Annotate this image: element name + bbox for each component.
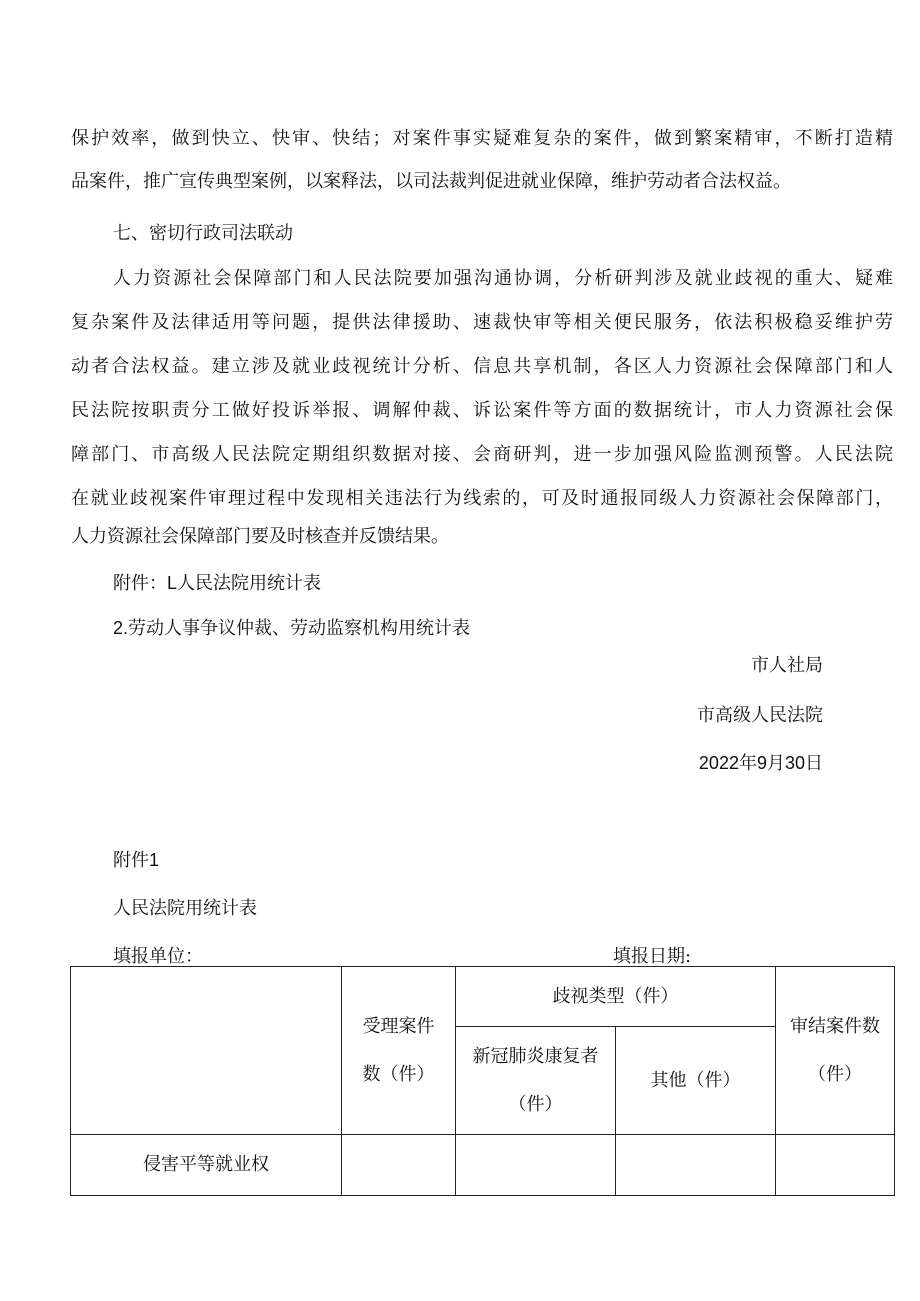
fill-unit-label: 填报单位： <box>113 946 203 967</box>
table-cell <box>776 1135 895 1196</box>
header-other: 其他（件） <box>616 1027 776 1135</box>
signature-date: 2022年9月30日 <box>698 753 823 773</box>
paragraph-2-line-5: 障部门、市高级人民法院定期组织数据对接、会商研判，进一步加强风险监测预警。人民法院 <box>71 444 893 465</box>
row-label-equal-employment <box>71 1135 342 1196</box>
header-accepted-line-1: 受理案件 <box>362 1015 435 1037</box>
attachment-item-2: 2.劳动人事争议仲裁、劳动监察机构用统计表 <box>113 618 471 638</box>
paragraph-2-line-7: 人力资源社会保障部门要及时核查并反馈结果。 <box>71 526 449 547</box>
header-blank-cell <box>71 967 342 1135</box>
section-heading-7: 七、密切行政司法联动 <box>113 223 293 244</box>
fill-date-label: 填报日期: <box>613 946 692 967</box>
header-covid-recovered <box>456 1027 616 1135</box>
table-cell <box>456 1135 616 1196</box>
header-closed-line-1: 审结案件数 <box>790 1015 880 1037</box>
paragraph-2-line-4: 民法院按职责分工做好投诉举报、调解仲裁、诉讼案件等方面的数据统计，市人力资源社会保 <box>71 400 893 421</box>
paragraph-2-line-2: 复杂案件及法律适用等问题，提供法律援助、速裁快审等相关便民服务，依法积极稳妥维护劳 <box>71 312 893 333</box>
annex-label: 附件1 <box>113 850 160 870</box>
header-closed-line-2: （件） <box>808 1063 862 1085</box>
header-covid-line-2: （件） <box>508 1093 563 1115</box>
paragraph-1-line-2: 品案件，推广宣传典型案例，以案释法，以司法裁判促进就业保障，维护劳动者合法权益。 <box>71 171 791 192</box>
header-closed-cases <box>776 967 895 1135</box>
table-cell <box>616 1135 776 1196</box>
paragraph-1-line-1: 保护效率，做到快立、快审、快结；对案件事实疑难复杂的案件，做到繁案精审，不断打造精 <box>71 128 893 149</box>
row-label-text: 侵害平等就业权 <box>143 1154 269 1175</box>
header-covid-line-1: 新冠肺炎康复者 <box>472 1045 599 1067</box>
header-accepted-line-2: 数（件） <box>362 1063 435 1085</box>
paragraph-2-line-6: 在就业歧视案件审理过程中发现相关违法行为线索的，可及时通报同级人力资源社会保障部门， <box>71 488 893 509</box>
attachment-item-1: 附件：L人民法院用统计表 <box>113 573 322 593</box>
header-discrimination-type: 歧视类型（件） <box>456 967 776 1027</box>
annex-title: 人民法院用统计表 <box>113 898 257 919</box>
statistics-table <box>70 966 895 1196</box>
header-accepted-cases <box>342 967 456 1135</box>
paragraph-2-line-1: 人力资源社会保障部门和人民法院要加强沟通协调，分析研判涉及就业歧视的重大、疑难 <box>113 268 893 289</box>
paragraph-2-line-3: 动者合法权益。建立涉及就业歧视统计分析、信息共享机制，各区人力资源社会保障部门和人 <box>71 356 893 377</box>
signature-org-1: 市人社局 <box>751 655 823 676</box>
signature-org-2: 市高级人民法院 <box>697 705 823 726</box>
table-cell <box>342 1135 456 1196</box>
